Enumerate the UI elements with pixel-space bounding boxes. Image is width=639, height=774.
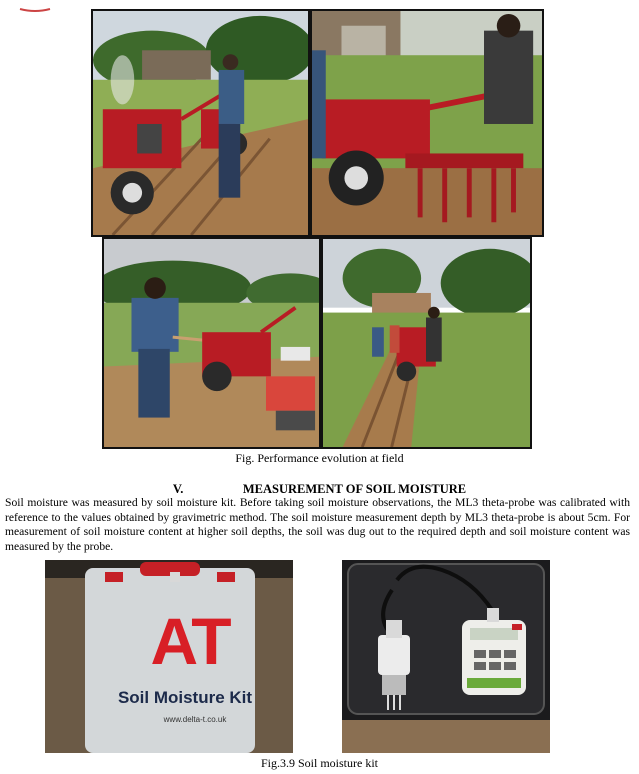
photo-tiller-operators: [91, 9, 310, 237]
figure-caption-soil-moisture-kit: Fig.3.9 Soil moisture kit: [260, 756, 378, 770]
section-title: MEASUREMENT OF SOIL MOISTURE: [242, 482, 467, 496]
photo-tiller-furrowing: [321, 237, 532, 449]
photo-ml3-theta-probe-meter: [342, 560, 550, 753]
kit-url: www.delta-t.co.uk: [163, 715, 227, 724]
section-number: V.: [172, 482, 184, 496]
figure-caption-performance: Fig. Performance evolution at field: [235, 451, 404, 465]
photo-tiller-cultivator: [310, 9, 544, 237]
photo-tiller-inspection: [102, 237, 321, 449]
header-logo-fragment: [0, 0, 75, 5]
photo-soil-moisture-kit-case: [45, 560, 293, 753]
kit-label: Soil Moisture Kit: [117, 688, 253, 707]
section-heading: [0, 482, 639, 496]
kit-logo: AT: [150, 604, 230, 678]
section-paragraph: Soil moisture was measured by soil moisture kit. Before taking soil moisture observations, the ML3 theta-probe was calibrated with reference to the values obtained by gravimetric method. The soil moisture measurement depth by ML3 theta-probe is about 5cm. For measurement of soil moisture content at higher soil depths, the soil was dug out to the required depth and soil moisture content was measured by the probe.: [5, 496, 630, 553]
